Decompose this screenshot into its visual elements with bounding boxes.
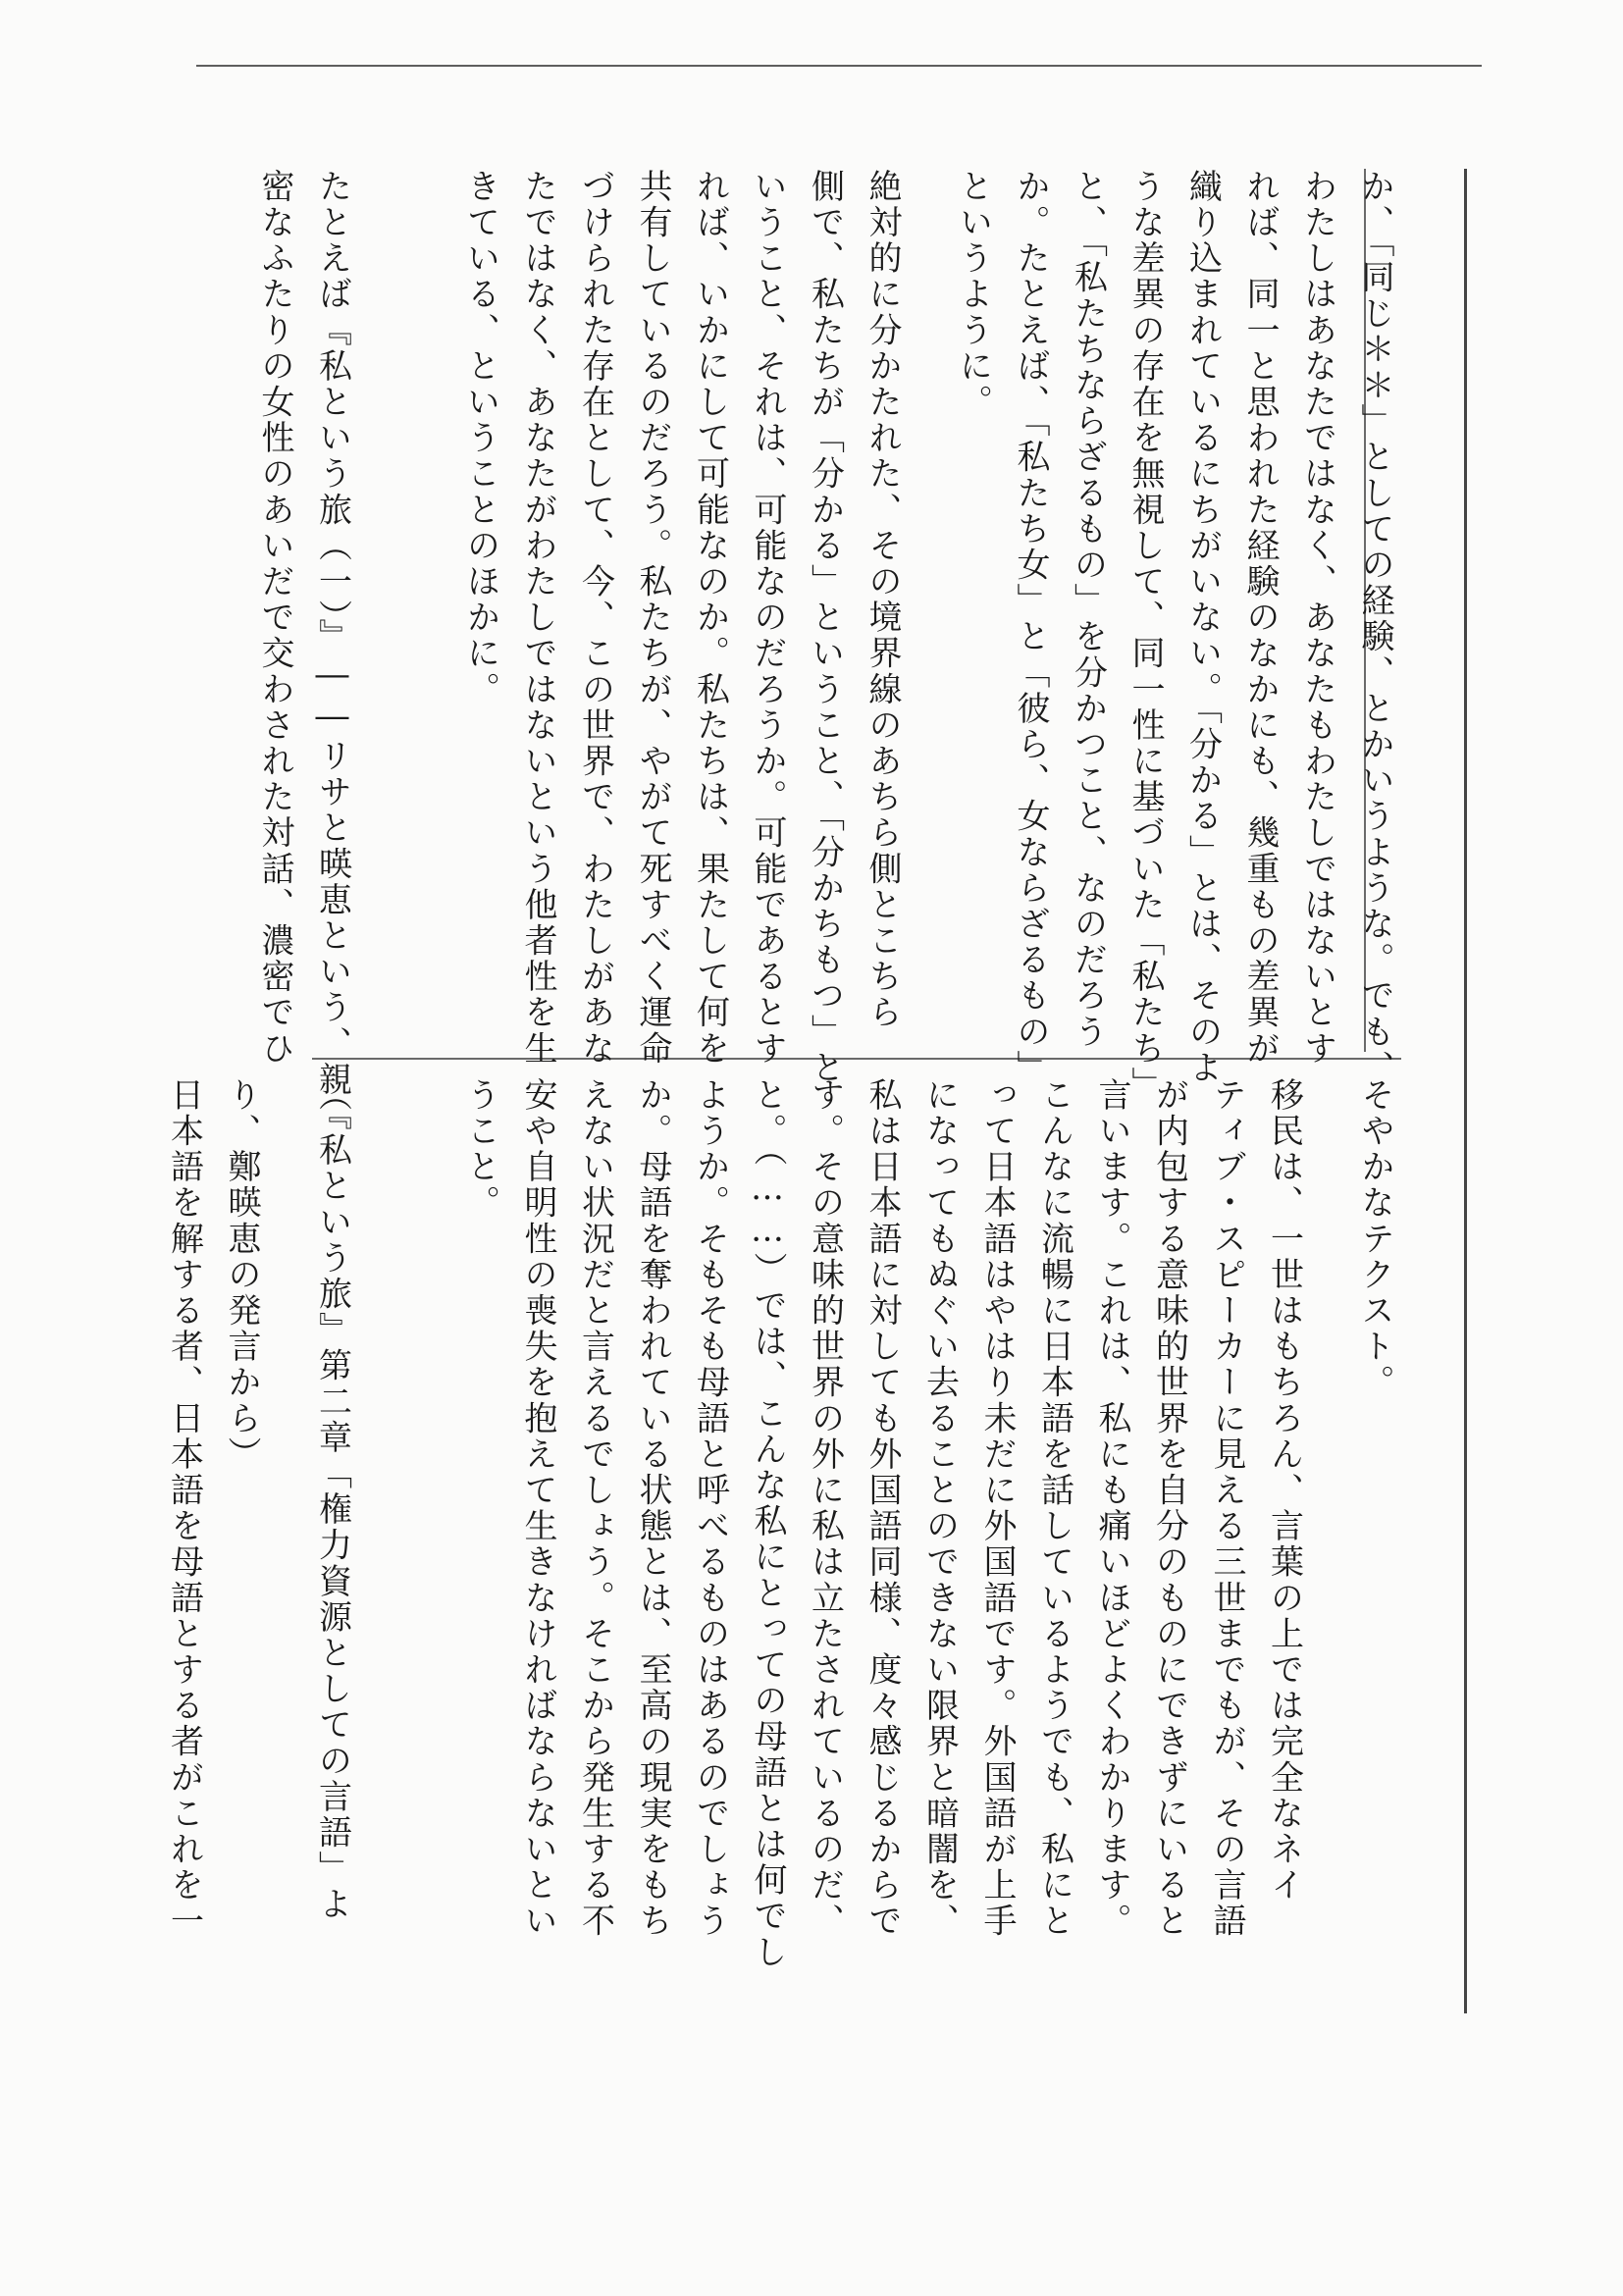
- lower-text-line: うこと。: [460, 1077, 500, 1222]
- lower-text-line: って日本語はやはり未だに外国語です。外国語が上手: [977, 1077, 1017, 1940]
- upper-text-line: たではなく、あなたがわたしではないという他者性を生: [518, 169, 557, 1067]
- lower-text-line: 移民は、一世はもちろん、言葉の上では完全なネイ: [1264, 1077, 1304, 1904]
- lower-text-line: 日本語を解する者、日本語を母語とする者がこれを一: [164, 1077, 204, 1940]
- lower-text-line: ティブ・スピーカーに見える三世までもが、その言語: [1207, 1077, 1246, 1940]
- lower-text-line: になってもぬぐい去ることのできない限界と暗闇を、: [919, 1077, 960, 1940]
- upper-text-line: 織り込まれているにちがいない。「分かる」とは、そのよ: [1182, 169, 1223, 1086]
- lower-text-line: こんなに流暢に日本語を話しているようでも、私にと: [1034, 1077, 1074, 1940]
- upper-text-line: づけられた存在として、今、この世界で、わたしがあな: [575, 169, 615, 1067]
- upper-text-line: 絶対的に分かたれた、その境界線のあちら側とこちら: [863, 169, 902, 1031]
- upper-text-line: わたしはあなたではなく、あなたもわたしではないとす: [1297, 169, 1337, 1067]
- upper-text-line: うな差異の存在を無視して、同一性に基づいた「私たち」: [1126, 169, 1165, 1103]
- lower-text-line: そやかなテクスト。: [1355, 1077, 1394, 1401]
- upper-text-line: [394, 169, 452, 1032]
- lower-text-line: えない状況だと言えるでしょう。そこから発生する不: [575, 1077, 615, 1940]
- lower-text-line: （『私という旅』第二章「権力資源としての言語」よ: [312, 1077, 352, 1923]
- section-divider-rule: [312, 1058, 1401, 1060]
- lower-text-block: [164, 1077, 1403, 2009]
- lower-text-line: 言います。これは、私にも痛いほどよくわかります。: [1092, 1077, 1131, 1940]
- top-border-rule: [196, 65, 1482, 67]
- lower-text-line: ようか。そもそも母語と呼べるものはあるのでしょう: [690, 1077, 730, 1940]
- upper-text-line: と、「私たちならざるもの」を分かつこと、なのだろう: [1068, 169, 1108, 1050]
- lower-text-line: が内包する意味的世界を自分のものにできずにいると: [1149, 1077, 1189, 1940]
- upper-text-line: 側で、私たちが「分かる」ということ、「分かちもつ」と: [805, 169, 845, 1086]
- upper-text-line: いうこと、それは、可能なのだろうか。可能であるとす: [748, 169, 787, 1067]
- upper-text-line: か、「同じ＊＊」としての経験、とかいうような。でも、: [1355, 169, 1394, 1086]
- right-margin-rule: [1464, 169, 1467, 2013]
- upper-text-line: というように。: [953, 169, 993, 421]
- lower-text-line: り、鄭暎恵の発言から）: [222, 1077, 261, 1473]
- lower-text-line: 私は日本語に対しても外国語同様、度々感じるからで: [863, 1077, 902, 1940]
- lower-text-line: と。（……）では、こんな私にとっての母語とは何でし: [748, 1077, 787, 1970]
- upper-text-line: か。たとえば、「私たち女」と「彼ら、女ならざるもの」: [1011, 169, 1050, 1086]
- lower-text-line: か。母語を奪われている状態とは、至高の現実をもち: [633, 1077, 672, 1940]
- upper-text-line: たとえば『私という旅（一）』――リサと暎恵という、親: [312, 169, 352, 1098]
- upper-text-line: 密なふたりの女性のあいだで交わされた対話、濃密でひ: [255, 169, 294, 1067]
- lower-text-line: [394, 1077, 452, 2009]
- upper-text-block: [255, 169, 1403, 1103]
- lower-text-line: 安や自明性の喪失を抱えて生きなければならないとい: [518, 1077, 557, 1940]
- upper-text-line: れば、いかにして可能なのか。私たちは、果たして何を: [690, 169, 730, 1067]
- upper-text-line: きている、ということのほかに。: [460, 169, 500, 707]
- upper-text-line: れば、同一と思われた経験のなかにも、幾重もの差異が: [1240, 169, 1280, 1067]
- upper-text-line: 共有しているのだろう。私たちが、やがて死すべく運命: [633, 169, 672, 1067]
- lower-text-line: す。その意味的世界の外に私は立たされているのだ、: [805, 1077, 845, 1940]
